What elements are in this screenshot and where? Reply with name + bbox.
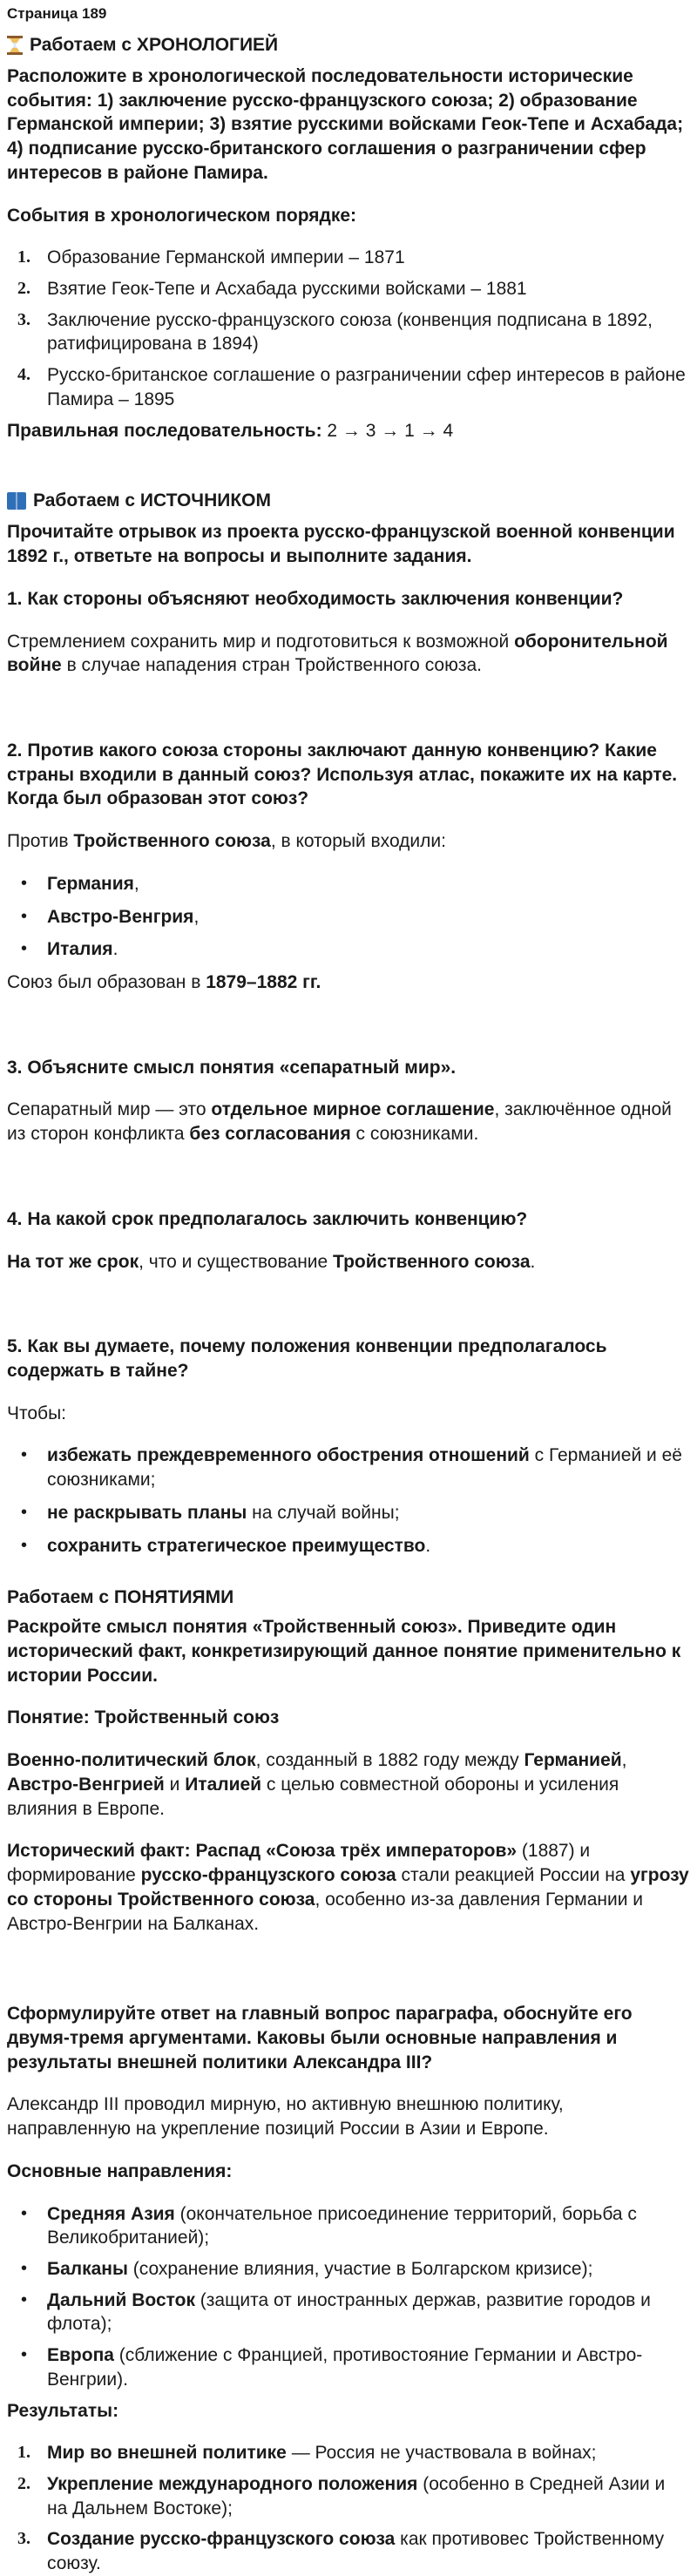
list-item: • Германия, xyxy=(21,873,139,894)
secrecy-reasons-list xyxy=(7,1444,690,1558)
alliance-members-list xyxy=(7,872,690,962)
hourglass-icon xyxy=(7,36,23,55)
concept-label: Понятие: Тройственный союз xyxy=(7,1707,280,1728)
list-item: • Европа (сближение с Францией, противостояние Германии и Австро-Венгрии). xyxy=(21,2345,643,2390)
chronology-subheading: События в хронологическом порядке: xyxy=(7,205,357,226)
chronology-task: Расположите в хронологической последовательности исторические события: 1) заключение русско-французского союза; 2) образование Германской империи; 3) взятие русскими войсками Геок-Тепе и Асхабада; 4) подписание русско-британского соглашения о разграничении сфер интересов в районе Памира. xyxy=(7,66,684,183)
chronology-heading-text: Работаем с ХРОНОЛОГИЕЙ xyxy=(30,35,279,55)
list-item: • Италия. xyxy=(21,939,118,960)
chronology-heading xyxy=(7,35,690,56)
answer-5-intro: Чтобы: xyxy=(7,1403,67,1423)
alliance-formed: Союз был образован в 1879–1882 гг. xyxy=(7,971,321,992)
concepts-heading xyxy=(7,1587,690,1608)
list-item: 1. Мир во внешней политике — Россия не участвовала в войнах; xyxy=(17,2443,597,2464)
answer-2: Против Тройственного союза, в который входили: xyxy=(7,831,446,852)
answer-4: На тот же срок, что и существование Тройственного союза. xyxy=(7,1251,536,1272)
list-item: 1. Образование Германской империи – 1871 xyxy=(17,247,405,268)
concepts-heading-text: Работаем с ПОНЯТИЯМИ xyxy=(7,1587,234,1608)
list-item: 4. Русско-британское соглашение о разграничении сфер интересов в районе Памира – 1895 xyxy=(17,365,686,409)
list-item: 2. Взятие Геок-Тепе и Асхабада русскими войсками – 1881 xyxy=(17,279,527,300)
question-4: 4. На какой срок предполагалось заключить конвенцию? xyxy=(7,1208,528,1229)
list-item: 3. Заключение русско-французского союза (конвенция подписана в 1892, ратифицирована в 1894) xyxy=(17,309,653,355)
main-question-intro: Александр III проводил мирную, но активную внешнюю политику, направленную на укрепление позиций России в Азии и Европе. xyxy=(7,2094,564,2140)
source-task: Прочитайте отрывок из проекта русско-французской военной конвенции 1892 г., ответьте на вопросы и выполните задания. xyxy=(7,522,675,567)
results-label: Результаты: xyxy=(7,2400,119,2421)
main-question-task: Сформулируйте ответ на главный вопрос параграфа, обоснуйте его двумя-тремя аргументами. Каковы были основные направления и результаты внешней политики Александра III? xyxy=(7,2004,633,2072)
question-2: 2. Против какого союза стороны заключают данную конвенцию? Какие страны входили в данный союз? Используя атлас, покажите их на карте. Когда был образован этот союз? xyxy=(7,740,678,809)
book-icon xyxy=(7,492,26,510)
list-item: • избежать преждевременного обострения отношений с Германией и её союзниками; xyxy=(21,1445,682,1491)
list-item: • сохранить стратегическое преимущество. xyxy=(21,1535,431,1556)
answer-1: Стремлением сохранить мир и подготовиться к возможной оборонительной войне в случае нападения стран Тройственного союза. xyxy=(7,631,668,676)
list-item: • Балканы (сохранение влияния, участие в Болгарском кризисе); xyxy=(21,2258,593,2279)
page-number: Страница 189 xyxy=(7,5,107,22)
concept-definition: Военно-политический блок, созданный в 1882 году между Германией, Австро-Венгрией и Италией с целью совместной обороны и усиления влияния в Европе. xyxy=(7,1750,627,1819)
question-5: 5. Как вы думаете, почему положения конвенции предполагалось содержать в тайне? xyxy=(7,1336,607,1381)
results-list xyxy=(7,2441,690,2576)
answer-3: Сепаратный мир — это отдельное мирное соглашение, заключённое одной из сторон конфликта без согласования с союзниками. xyxy=(7,1099,672,1145)
historical-fact: Исторический факт: Распад «Союза трёх императоров» (1887) и формирование русско-французского союза стали реакцией России на угрозу со стороны Тройственного союза, особенно из-за давления Германии и Австро-Венгрии на Балканах. xyxy=(7,1841,689,1934)
list-item: 2. Укрепление международного положения (особенно в Средней Азии и на Дальнем Востоке); xyxy=(17,2474,666,2519)
source-heading xyxy=(7,490,690,511)
directions-list xyxy=(7,2202,690,2392)
concepts-task: Раскройте смысл понятия «Тройственный союз». Приведите один исторический факт, конкретизирующий данное понятие применительно к истории России. xyxy=(7,1617,681,1686)
list-item: • Австро-Венгрия, xyxy=(21,906,200,927)
list-item: • Средняя Азия (окончательное присоединение территорий, борьба с Великобританией); xyxy=(21,2203,637,2248)
question-1: 1. Как стороны объясняют необходимость заключения конвенции? xyxy=(7,588,624,609)
question-3: 3. Объясните смысл понятия «сепаратный мир». xyxy=(7,1057,457,1078)
list-item: • не раскрывать планы на случай войны; xyxy=(21,1502,400,1523)
source-heading-text: Работаем с ИСТОЧНИКОМ xyxy=(33,490,271,511)
chronology-events-list xyxy=(7,246,690,411)
chronology-answer: Правильная последовательность: 2 → 3 → 1 → 4 xyxy=(7,420,454,441)
list-item: 3. Создание русско-французского союза как противовес Тройственному союзу. xyxy=(17,2529,665,2574)
directions-label: Основные направления: xyxy=(7,2160,233,2181)
list-item: • Дальний Восток (защита от иностранных держав, развитие городов и флота); xyxy=(21,2289,651,2335)
